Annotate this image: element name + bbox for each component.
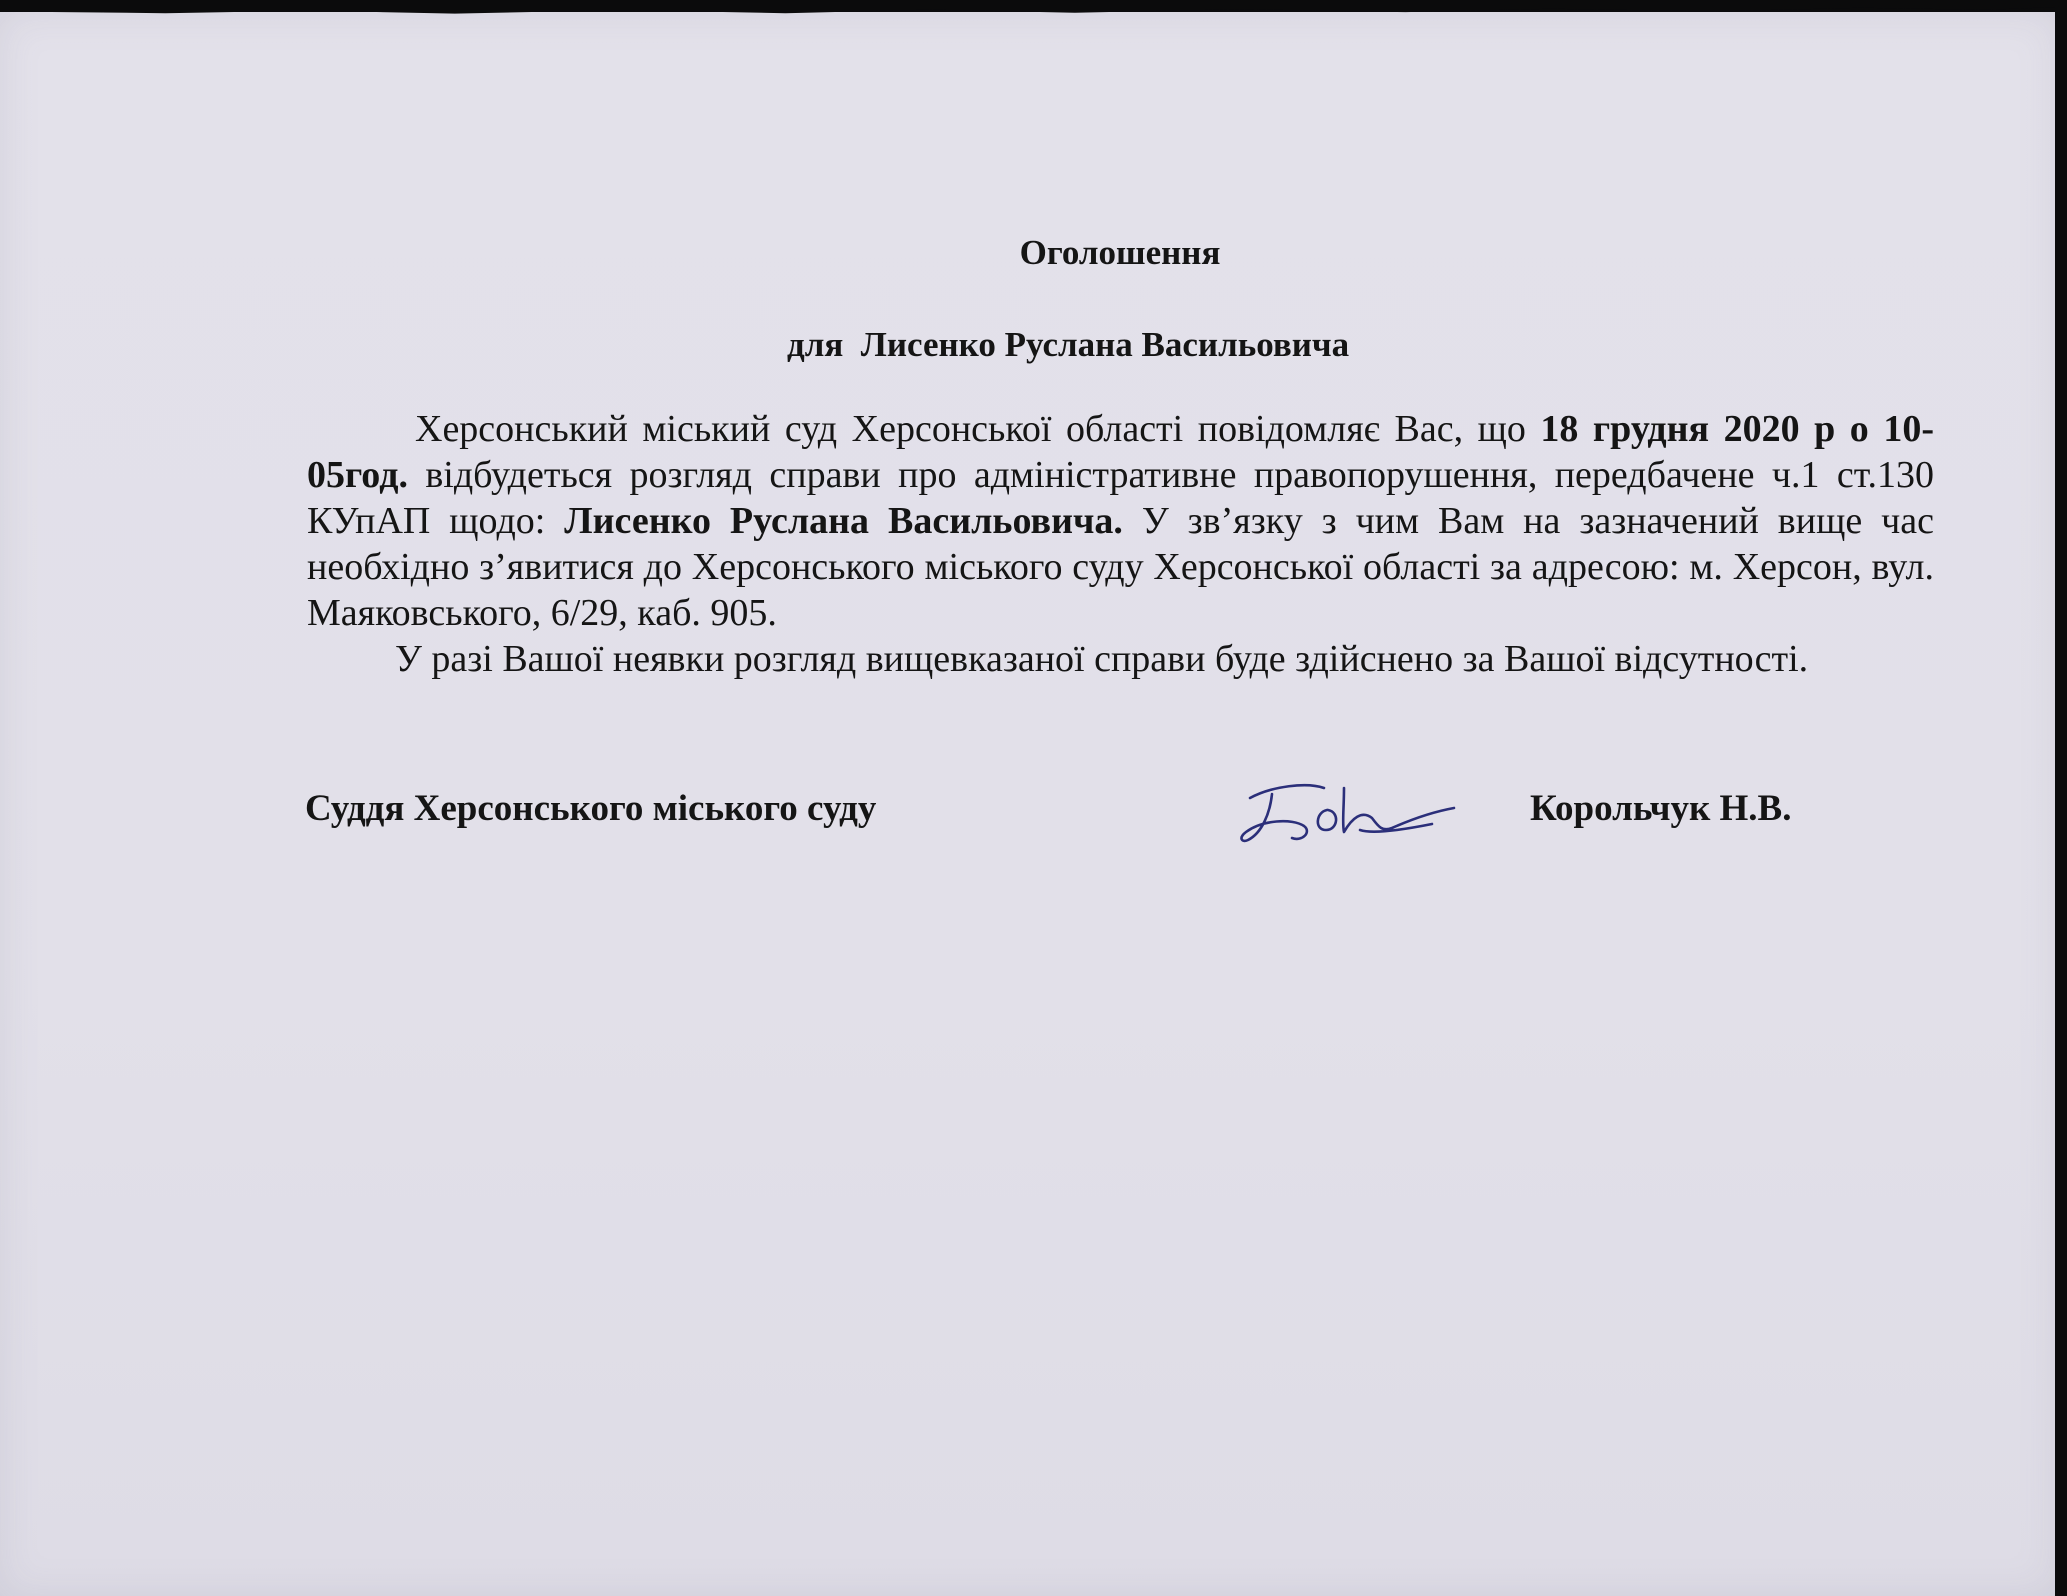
notice-middle: відбудеться розгляд справи про адміністративне правопорушення, передбачене ч.1 ст.130 КУпАП щодо: (307, 454, 1934, 542)
notice-paragraph-1 (307, 406, 1934, 636)
person-name: Лисенко Руслана Васильовича. (564, 500, 1123, 542)
notice-intro: Херсонський міський суд Херсонської області повідомляє Вас, що (415, 408, 1541, 450)
judge-position: Суддя Херсонського міського суду (305, 788, 877, 829)
document-title: Оголошення (1019, 233, 1221, 272)
judge-name: Корольчук Н.В. (1530, 788, 1792, 829)
notice-paragraph-2: У разі Вашої неявки розгляд вищевказаної справи буде здійснено за Вашої відсутності. (395, 638, 1809, 680)
hearing-date-time: 18 грудня 2020 р о 10-05год. (307, 408, 1934, 496)
notice-body (307, 406, 1934, 682)
addressee-line: для Лисенко Руслана Васильовича (787, 325, 1350, 364)
handwritten-signature (1232, 768, 1462, 853)
notice-rest: У зв’язку з чим Вам на зазначений вище час необхідно з’явитися до Херсонського міського суду Херсонської області за адресою: м. Херсон, вул. Маяковського, 6/29, каб. 905. (307, 500, 1934, 634)
